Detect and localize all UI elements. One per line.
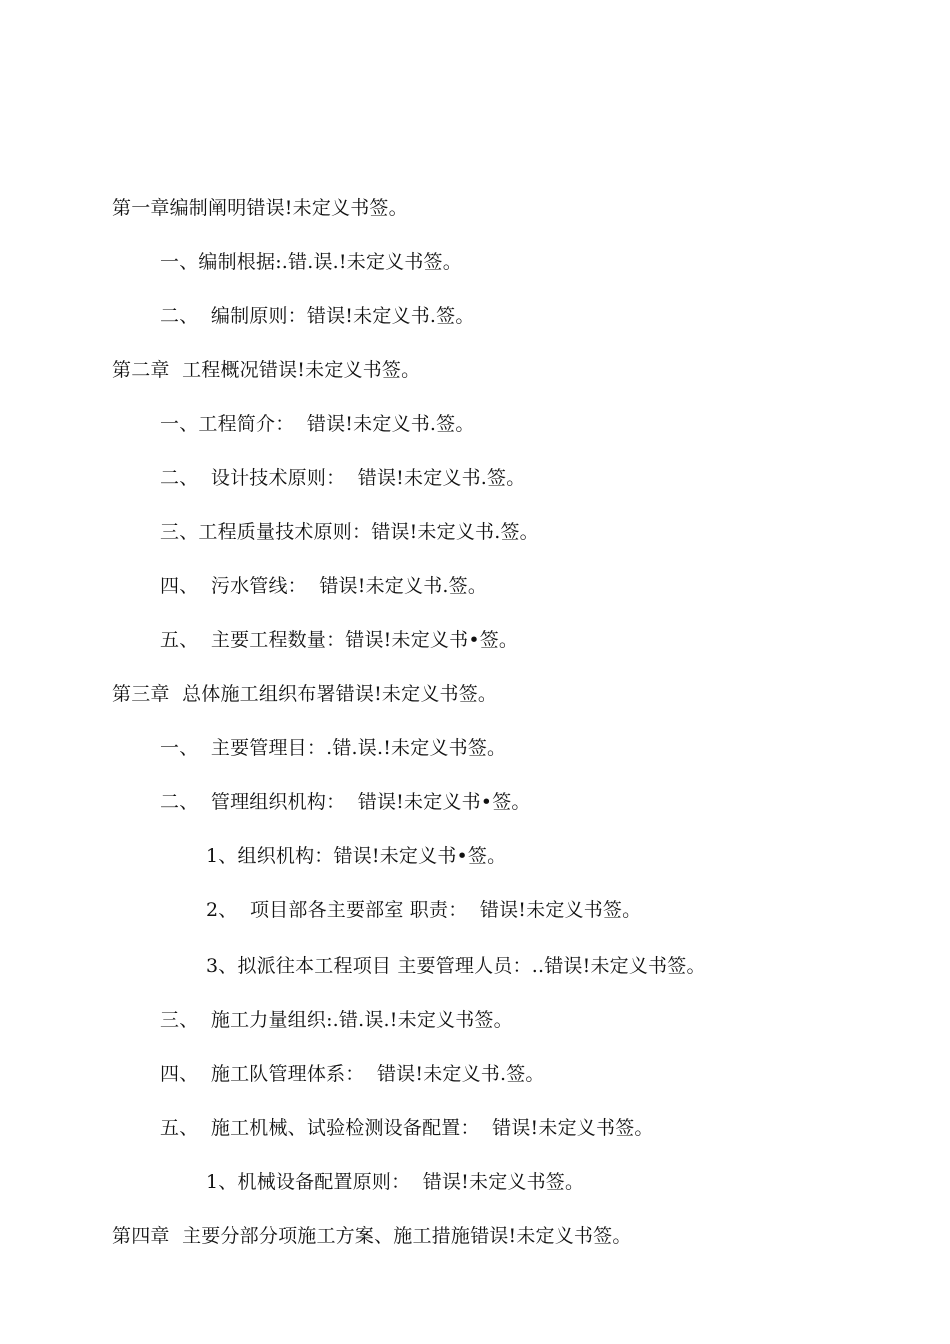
toc-section[interactable]: 五、 施工机械、试验检测设备配置： 错误!未定义书签。 (160, 1117, 654, 1139)
toc-chapter-3[interactable]: 第三章 总体施工组织布署错误!未定义书签。 (112, 683, 498, 705)
toc-chapter-1[interactable]: 第一章编制阐明错误!未定义书签。 (112, 197, 408, 219)
toc-chapter-2[interactable]: 第二章 工程概况错误!未定义书签。 (112, 359, 421, 381)
toc-subsection[interactable]: 2、 项目部各主要部室 职责： 错误!未定义书签。 (206, 899, 642, 921)
toc-subsection[interactable]: 1、组织机构：错误!未定义书•签。 (206, 845, 507, 867)
toc-section[interactable]: 三、 施工力量组织:.错.误.!未定义书签。 (160, 1009, 513, 1031)
toc-section[interactable]: 一、 主要管理目：.错.误.!未定义书签。 (160, 737, 507, 759)
toc-section[interactable]: 三、工程质量技术原则：错误!未定义书.签。 (160, 521, 539, 543)
toc-section[interactable]: 二、 编制原则：错误!未定义书.签。 (160, 305, 475, 327)
toc-section[interactable]: 二、 设计技术原则： 错误!未定义书.签。 (160, 467, 526, 489)
toc-section[interactable]: 五、 主要工程数量：错误!未定义书•签。 (160, 629, 519, 651)
toc-section[interactable]: 一、编制根据:.错.误.!未定义书签。 (160, 251, 462, 273)
toc-section[interactable]: 四、 污水管线： 错误!未定义书.签。 (160, 575, 488, 597)
toc-subsection[interactable]: 1、机械设备配置原则： 错误!未定义书签。 (206, 1171, 585, 1193)
toc-section[interactable]: 一、工程简介： 错误!未定义书.签。 (160, 413, 475, 435)
toc-section[interactable]: 二、 管理组织机构： 错误!未定义书•签。 (160, 791, 531, 813)
toc-subsection[interactable]: 3、拟派往本工程项目 主要管理人员：..错误!未定义书签。 (206, 955, 706, 977)
toc-section[interactable]: 四、 施工队管理体系： 错误!未定义书.签。 (160, 1063, 545, 1085)
toc-chapter-4[interactable]: 第四章 主要分部分项施工方案、施工措施错误!未定义书签。 (112, 1225, 632, 1247)
